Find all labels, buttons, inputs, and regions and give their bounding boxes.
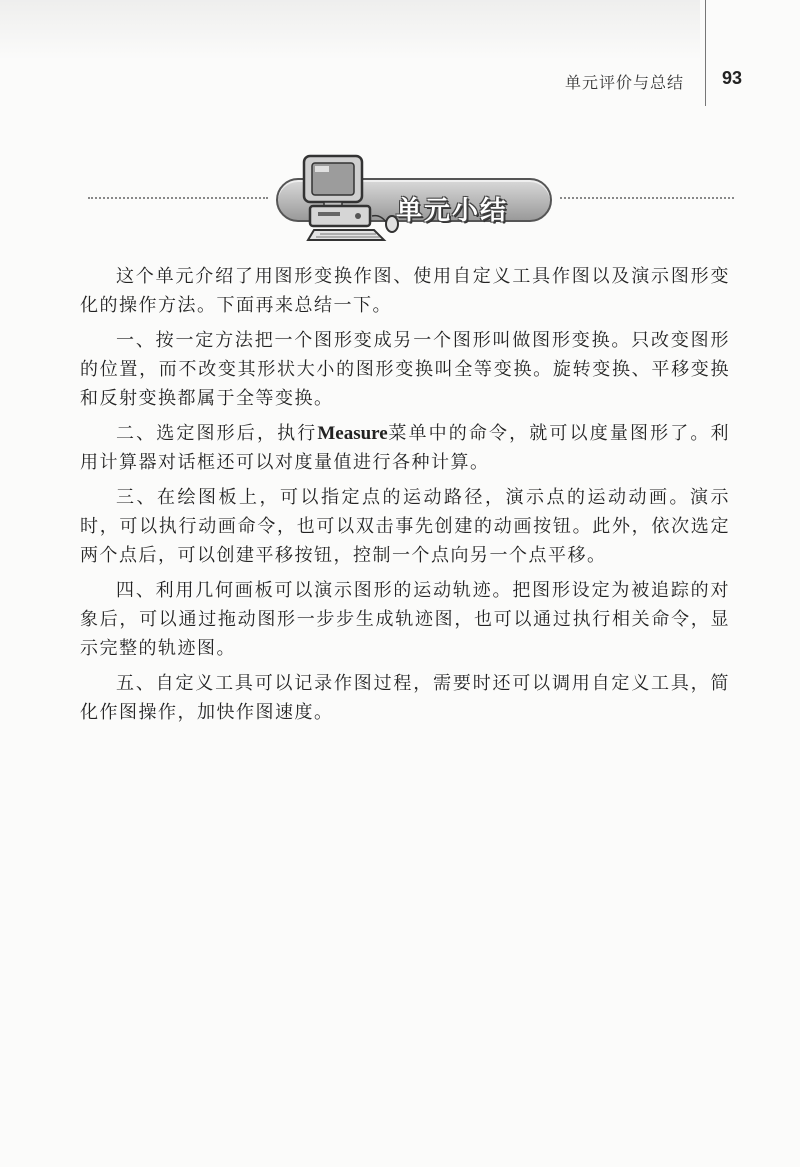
paragraph-4: 四、利用几何画板可以演示图形的运动轨迹。把图形设定为被追踪的对象后，可以通过拖动图形一步步生成轨迹图，也可以通过执行相关命令，显示完整的轨迹图。 (80, 580, 730, 659)
dotted-rule-right (560, 197, 734, 199)
chapter-title: 单元评价与总结 (564, 73, 684, 92)
paragraph-5: 五、自定义工具可以记录作图过程，需要时还可以调用自定义工具，简化作图操作，加快作图速度。 (80, 673, 730, 723)
computer-icon (290, 150, 400, 245)
paragraph-2 (80, 419, 730, 477)
paragraph-intro: 这个单元介绍了用图形变换作图、使用自定义工具作图以及演示图形变化的操作方法。下面再来总结一下。 (80, 266, 730, 316)
dotted-rule-left (88, 197, 268, 199)
page-header (0, 0, 800, 110)
paragraph-2-before: 二、选定图形后，执行 (116, 423, 318, 444)
header-divider (705, 0, 706, 106)
measure-keyword: Measure (317, 423, 388, 444)
paragraph-2-after: 菜单中的命令，就可以度量图形了。利用计算器对话框还可以对度量值进行各种计算。 (80, 423, 731, 473)
paragraph-1: 一、按一定方法把一个图形变成另一个图形叫做图形变换。只改变图形的位置，而不改变其形状大小的图形变换叫全等变换。旋转变换、平移变换和反射变换都属于全等变换。 (80, 330, 730, 409)
banner-title: 单元小结 (396, 196, 509, 226)
summary-content (80, 262, 730, 733)
section-banner (0, 150, 800, 250)
paragraph-3: 三、在绘图板上，可以指定点的运动路径，演示点的运动动画。演示时，可以执行动画命令，也可以双击事先创建的动画按钮。此外，依次选定两个点后，可以创建平移按钮，控制一个点向另一个点平移。 (80, 487, 730, 566)
page-number: 93 (722, 68, 743, 88)
